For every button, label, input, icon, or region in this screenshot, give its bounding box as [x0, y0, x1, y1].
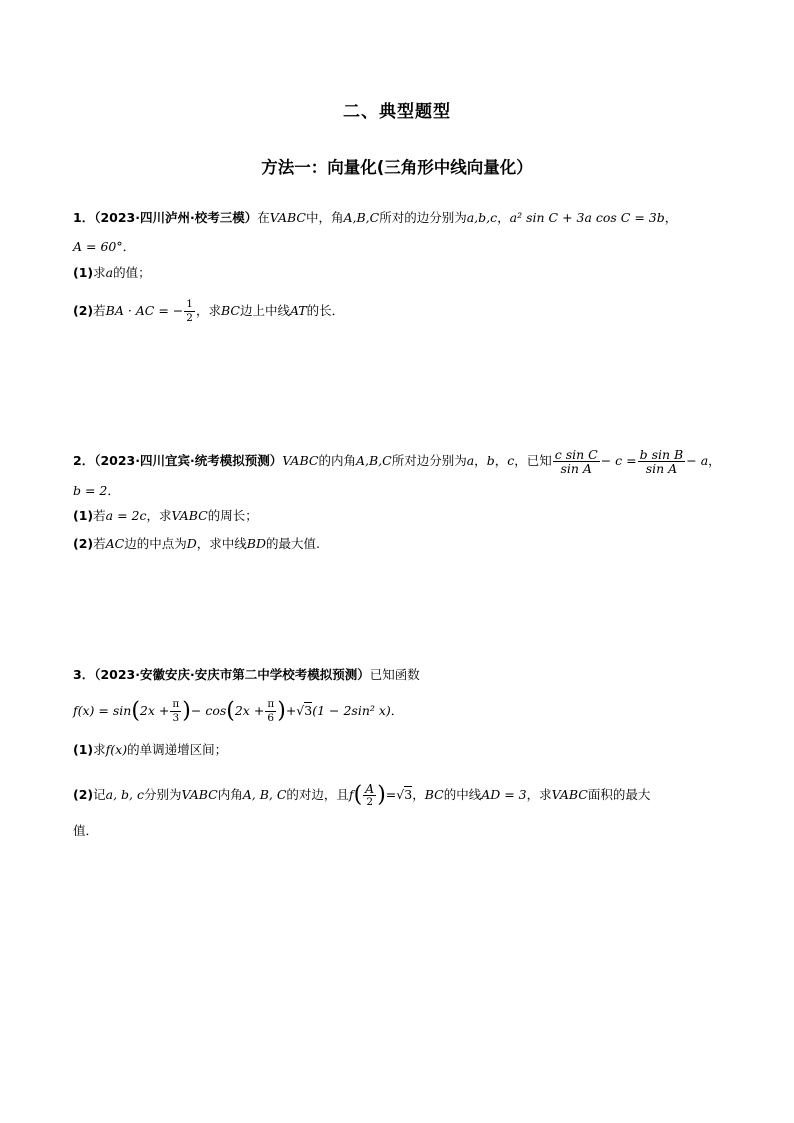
math: 2x +	[139, 703, 170, 718]
denominator: 2	[366, 796, 374, 808]
numerator: π	[267, 698, 275, 710]
math: VABC	[551, 787, 588, 802]
denominator: sin A	[560, 461, 592, 476]
fraction	[553, 448, 600, 475]
text: 的单调递增区间；	[127, 742, 228, 757]
problem-3-line-1	[73, 664, 420, 686]
denominator: 2	[186, 312, 193, 324]
fraction	[184, 298, 195, 325]
fraction	[265, 698, 276, 725]
problem-2-q2	[73, 533, 320, 555]
math: D	[186, 536, 197, 551]
denominator: 3	[172, 712, 180, 724]
math: VABC	[171, 508, 208, 523]
math: VABC	[282, 453, 319, 468]
math: a,b,c	[466, 210, 498, 225]
problem-1-line-2: A = 60°．	[73, 239, 136, 254]
text: 的值；	[113, 265, 151, 280]
math: =	[385, 787, 397, 802]
question-label: (2)	[73, 536, 94, 551]
text: 所对的边分别为	[379, 210, 467, 225]
math: c	[507, 453, 515, 468]
math: − cos	[190, 703, 227, 718]
text: ，求	[526, 787, 552, 802]
math: VABC	[181, 787, 218, 802]
section-title: 二、典型题型	[343, 102, 451, 122]
text: 内角	[217, 787, 243, 802]
problem-2-q1	[73, 505, 258, 527]
math: a = 2c	[105, 508, 147, 523]
text: 若	[93, 536, 106, 551]
math: BD	[246, 536, 267, 551]
math-condition: A = 60°	[73, 239, 123, 254]
text: 在	[257, 210, 270, 225]
text: ，求	[195, 303, 221, 318]
text: ，	[412, 787, 425, 802]
method-title: 方法一：向量化(三角形中线向量化）	[261, 158, 533, 177]
fraction	[170, 698, 181, 725]
math: VABC	[269, 210, 306, 225]
text: 中，角	[305, 210, 344, 225]
problem-source: （2023·安徽安庆·安庆市第二中学校考模拟预测）	[94, 667, 370, 682]
numerator: b sin B	[639, 447, 684, 462]
denominator: sin A	[645, 461, 678, 476]
text: 的对边，且	[286, 787, 349, 802]
question-label: (1)	[73, 742, 94, 757]
problem-2-line-2: b = 2．	[73, 483, 120, 498]
text: 的内角	[318, 453, 356, 468]
math: a, b, c	[105, 787, 144, 802]
math: f	[348, 787, 354, 802]
math: b	[486, 453, 495, 468]
question-label: (2)	[73, 303, 94, 318]
problem-2-line-1: 2．（2023·四川宜宾·统考模拟预测）VABC的内角A,B,C所对边分别为a，b，c，已知 $\frac{\text{c sin C}}{\text{sin A}}$ − c = $\frac{\text{b sin B}}{\text{sin A}}$ − a，	[73, 447, 721, 476]
math: f(x) = sin	[73, 703, 132, 718]
math: f(x)	[105, 742, 128, 757]
fraction	[638, 448, 686, 475]
text: 的中线	[443, 787, 482, 802]
math: a	[466, 453, 475, 468]
sqrt: √3	[296, 703, 313, 718]
fraction	[363, 782, 376, 809]
vector-expression: BA · AC = −	[105, 303, 184, 318]
math: BC	[424, 787, 444, 802]
math: A, B, C	[242, 787, 287, 802]
text: 若	[93, 303, 106, 318]
problem-number: 2．	[73, 453, 95, 468]
math: A,B,C	[355, 453, 392, 468]
math: AC	[105, 536, 125, 551]
radicand: 3	[404, 787, 413, 802]
numerator: π	[172, 698, 180, 710]
text: 值．	[73, 823, 99, 838]
problem-number: 3．	[73, 667, 95, 682]
math: (1 − 2sin² x)	[312, 703, 391, 718]
math-condition: a² sin C + 3a cos C = 3b	[509, 210, 665, 225]
problem-1-line-1: 1．（2023·四川泸州·校考三模）在VABC中，角A,B,C所对的边分别为a,b,c，a² sin C + 3a cos C = 3b，	[73, 210, 678, 225]
text: 的周长；	[207, 508, 258, 523]
text: 的最大值.	[266, 536, 320, 551]
text: ，求中线	[196, 536, 247, 551]
text: 边的中点为	[124, 536, 187, 551]
text: 边上中线	[239, 303, 290, 318]
text: 面积的最大	[587, 787, 651, 802]
math: − c =	[600, 453, 637, 468]
problem-3-q2: (2)记a, b, c分别为VABC内角A, B, C的对边，且f( $\frac{A}{2}$ )=√3，BC的中线AD = 3，求VABC面积的最大	[73, 781, 651, 808]
text: 已知函数	[369, 667, 420, 682]
math: − a	[686, 453, 709, 468]
problem-3-q2-cont	[73, 820, 98, 842]
text: 若	[93, 508, 106, 523]
problem-1-q2	[73, 296, 344, 326]
text: 记	[93, 787, 106, 802]
problem-3-q1	[73, 739, 227, 761]
problem-1-q1	[73, 262, 151, 284]
text: 求	[93, 265, 106, 280]
math-condition: b = 2	[73, 483, 108, 498]
problem-3-formula: f(x) = sin(2x + $\frac{\pi}{3}$ )− cos(2x + $\frac{\pi}{6}$ )+√3(1 − 2sin² x)．	[73, 698, 404, 724]
math: +	[285, 703, 297, 718]
numerator: A	[365, 781, 375, 796]
sqrt: √3	[396, 787, 413, 802]
text: ．	[390, 703, 404, 718]
numerator: c sin C	[554, 447, 598, 462]
text: 分别为	[144, 787, 182, 802]
numerator: 1	[186, 298, 193, 310]
question-label: (1)	[73, 508, 94, 523]
math: AT	[289, 303, 307, 318]
problem-source: （2023·四川宜宾·统考模拟预测）	[94, 453, 283, 468]
math: AD = 3	[481, 787, 527, 802]
math: BC	[220, 303, 240, 318]
math: a	[105, 265, 114, 280]
text: 求	[93, 742, 106, 757]
denominator: 6	[267, 712, 275, 724]
text: ，求	[146, 508, 172, 523]
radicand: 3	[304, 703, 313, 718]
text: 所对边分别为	[391, 453, 467, 468]
text: 的长．	[306, 303, 345, 318]
text: ，已知	[514, 453, 552, 468]
math: 2x +	[234, 703, 265, 718]
problem-source: （2023·四川泸州·校考三模）	[94, 210, 258, 225]
math: A,B,C	[343, 210, 380, 225]
question-label: (1)	[73, 265, 94, 280]
problem-number: 1．	[73, 210, 95, 225]
question-label: (2)	[73, 787, 94, 802]
